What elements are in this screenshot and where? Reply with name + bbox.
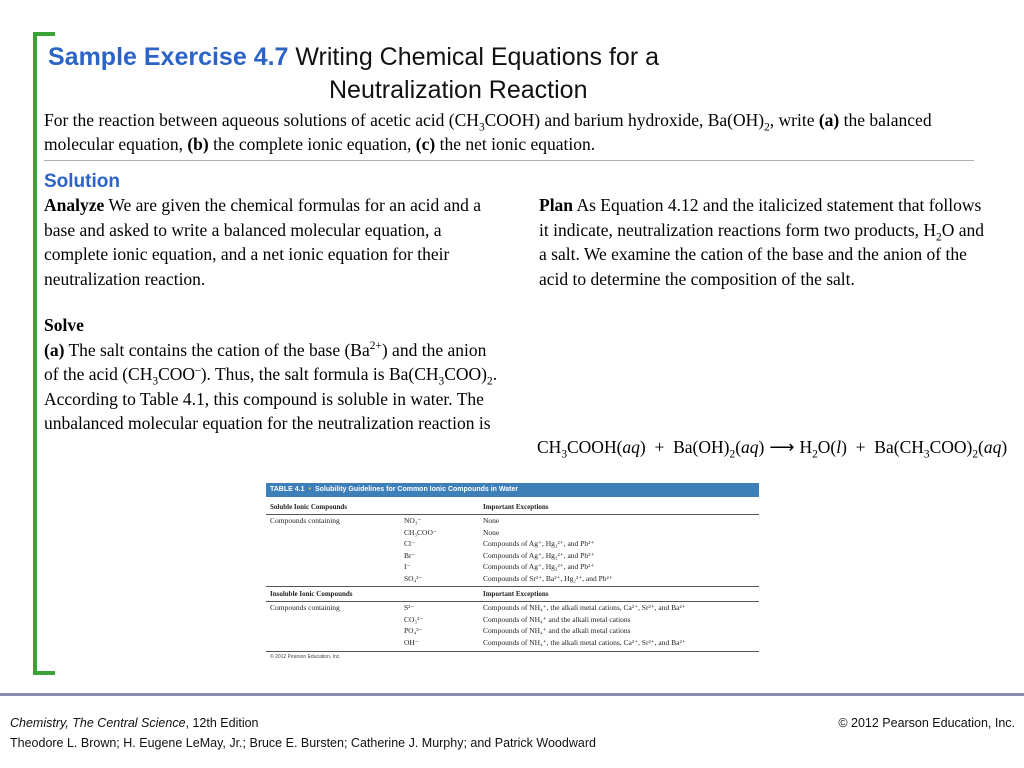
equation-subscript: 2 [729,448,736,461]
book-authors: Theodore L. Brown; H. Eugene LeMay, Jr.; Bruce E. Bursten; Catherine J. Murphy; and Patrick Woodward [10,736,596,750]
table-row [266,625,759,637]
plan-label: Plan [539,195,574,215]
equation-subscript: 3 [561,448,567,461]
table-end-rule [266,651,759,652]
solve-text: The salt contains the cation of the base (Ba [64,339,370,360]
table-cell: NO₃⁻ [404,516,422,525]
equation-subscript: 2 [812,448,818,461]
table-cell: Compounds of NH₄⁺ and the alkali metal cations [483,614,631,624]
table-cell: Compounds of NH₄⁺, the alkali metal cations, Ca²⁺, Sr²⁺, and Ba²⁺ [483,603,686,612]
title-text-line2: Neutralization Reaction [329,76,588,104]
intro-text: , write [769,110,819,130]
table-cell: Compounds of Ag⁺, Hg₂²⁺, and Pb²⁺ [483,562,595,571]
plan-paragraph [539,193,989,291]
soluble-heading: Soluble Ionic Compounds [270,503,348,511]
equation-term: O( [817,437,837,457]
table-row [266,527,759,539]
equation-subscript: 3 [923,448,930,461]
table-label: TABLE 4.1 [270,486,305,493]
solve-text: . According to Table 4.1, this compound is soluble in water. The unbalanced molecular equation for the neutralization reaction is [44,364,498,433]
equation-state: l [836,437,842,457]
table-cell: S²⁻ [404,603,415,612]
table-cell: Cl⁻ [404,539,416,548]
solve-superscript: – [195,364,201,377]
equation-term: CH [537,437,562,457]
footer-rule [0,693,1024,696]
table-cell: Br⁻ [404,550,416,560]
footer-copyright: © 2012 Pearson Education, Inc. [838,716,1015,730]
solve-text: ) and the anion of the acid (CH [44,339,487,384]
equation-term: ( [978,437,984,457]
solve-subscript: 3 [438,375,445,388]
solve-text: COO [158,364,196,384]
table-cell: PO₄³⁻ [404,626,423,635]
divider-rule [44,160,974,161]
table-row [266,550,759,562]
soluble-section-header [266,500,759,515]
equation-term: ) + Ba(OH) [639,437,730,457]
table-cell: CO₃²⁻ [404,614,424,624]
solve-subscript: 3 [152,375,159,388]
exercise-label: Sample Exercise 4.7 [48,43,289,71]
equation-term: COO) [929,437,973,457]
solve-label: Solve [44,315,84,335]
equation-subscript: 2 [972,448,979,461]
table-row [266,561,759,573]
part-c-label: (c) [415,134,436,154]
table-cell: Compounds of NH₄⁺, the alkali metal cations, Ca²⁺, Sr²⁺, and Ba²⁺ [483,637,686,647]
book-edition: , 12th Edition [185,716,259,730]
table-cell: Compounds containing [270,516,340,525]
table-row [266,602,759,614]
solve-superscript: 2+ [369,339,382,352]
molecular-equation [537,437,1022,461]
equation-term: H [799,437,813,457]
solubility-table [266,483,759,671]
plan-text: As Equation 4.12 and the italicized statement that follows it indicate, neutralization reactions form two products, H [539,195,982,240]
insoluble-heading: Insoluble Ionic Compounds [270,590,353,598]
problem-statement [44,108,974,156]
intro-text: the complete ionic equation, [208,134,416,154]
analyze-label: Analyze [44,195,105,215]
table-cell: I⁻ [404,562,411,571]
table-cell: SO₄²⁻ [404,573,423,583]
table-cell: Compounds of NH₄⁺ and the alkali metal cations [483,626,631,635]
table-row [266,515,759,527]
title-text-line1: Writing Chemical Equations for a [295,43,659,71]
solve-subscript: 2 [487,375,493,388]
plan-text: O and a salt. We examine the cation of the base and the anion of the acid to determine the composition of the salt. [539,219,984,289]
insoluble-section-header [266,587,759,602]
equation-term: ) + Ba(CH [841,437,924,457]
table-cell: None [483,527,500,537]
table-cell: Compounds of Sr²⁺, Ba²⁺, Hg₂²⁺, and Pb²⁺ [483,573,613,583]
caption-bullet-icon: • [308,486,311,493]
solve-paragraph [44,338,504,436]
intro-subscript: 2 [764,121,770,134]
table-cell: OH⁻ [404,637,419,647]
table-cell: None [483,516,500,525]
exceptions-heading: Important Exceptions [483,503,549,511]
analyze-paragraph [44,193,504,291]
table-copyright: © 2012 Pearson Education, Inc. [270,654,341,660]
insoluble-rows [266,602,759,648]
reaction-arrow-icon: ⟶ [769,437,795,457]
exceptions-heading: Important Exceptions [483,590,549,598]
equation-term: COOH( [567,437,623,457]
table-cell: Compounds of Ag⁺, Hg₂²⁺, and Pb²⁺ [483,539,595,548]
solve-text: COO) [444,364,488,384]
plan-subscript: 2 [936,231,942,243]
table-row [266,538,759,550]
equation-term: ) [1001,437,1008,457]
table-caption [266,483,759,497]
intro-text: the balanced molecular equation, [44,110,932,154]
solve-text: ). Thus, the salt formula is Ba(CH [200,364,439,384]
equation-state: aq [983,437,1002,457]
solve-section [44,313,504,436]
right-column [539,193,989,291]
solution-heading: Solution [44,171,120,192]
equation-term: ( [735,437,742,457]
left-column [44,193,504,436]
analyze-text: We are given the chemical formulas for an acid and a base and asked to write a balanced molecular equation, a complete ionic equation, and a net ionic equation for their neutralization reaction. [44,195,482,289]
table-cell: Compounds containing [270,603,340,612]
soluble-rows [266,515,759,584]
intro-subscript: 3 [478,121,485,134]
table-cell: CH₃COO⁻ [404,527,437,537]
equation-state: aq [622,437,640,457]
part-b-label: (b) [187,134,209,154]
intro-text: COOH) and barium hydroxide, Ba(OH) [484,110,765,130]
intro-text: For the reaction between aqueous solutions of acetic acid (CH [44,110,479,130]
table-row [266,637,759,649]
table-caption-text: Solubility Guidelines for Common Ionic Compounds in Water [314,486,519,493]
part-a-label: (a) [818,110,840,130]
equation-state: aq [741,437,759,457]
book-title: Chemistry, The Central Science [10,716,186,730]
equation-term: ) [758,437,765,457]
intro-text: the net ionic equation. [435,134,596,154]
slide-title [48,42,659,73]
table-row [266,614,759,626]
table-cell: Compounds of Ag⁺, Hg₂²⁺, and Pb²⁺ [483,550,595,560]
slide-footer [10,713,1015,753]
solve-a-label: (a) [44,339,65,360]
table-row [266,573,759,585]
